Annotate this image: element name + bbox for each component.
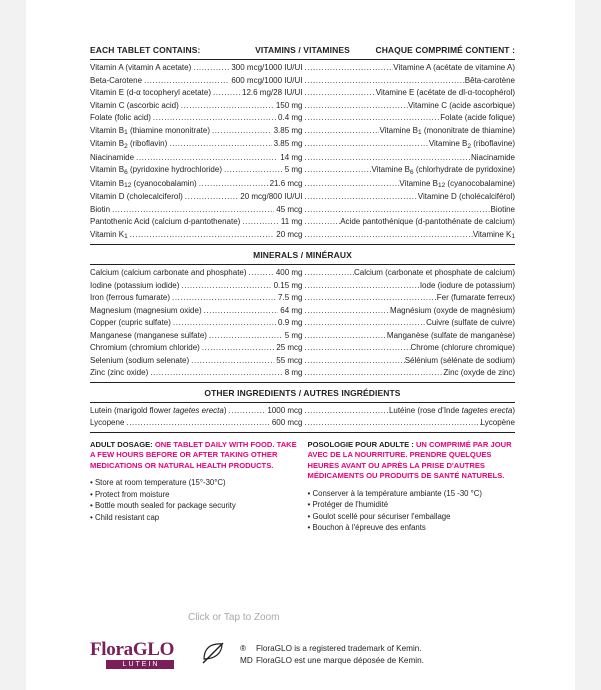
- ingredient-row: [90, 405, 515, 418]
- leader-dots: [303, 125, 380, 138]
- ingredient-amount: 12.6 mg/28 IU/UI: [242, 88, 303, 97]
- ingredient-name-fr: Biotine: [490, 204, 515, 214]
- trademark-line-2-text: FloraGLO est une marque déposée de Kemin.: [256, 655, 424, 665]
- ingredient-en: [90, 292, 303, 305]
- ingredient-name-en: Vitamin $B_2$ (riboflavin): [90, 139, 168, 150]
- ingredient-fr: [303, 216, 516, 229]
- ingredient-en: [90, 317, 303, 330]
- divider: [90, 432, 515, 433]
- leader-dots: [303, 405, 389, 418]
- ingredient-amount: 400 mg: [275, 268, 303, 277]
- bullet-icon: •: [307, 511, 311, 521]
- ingredient-en: [90, 87, 303, 100]
- ingredient-name-en: Vitamin C (ascorbic acid): [90, 100, 179, 110]
- page-edge-right: [575, 0, 601, 690]
- leader-dots: [179, 280, 271, 293]
- ingredient-amount: 45 mcg: [276, 204, 303, 214]
- leader-dots: [303, 138, 429, 151]
- leader-dots: [303, 367, 444, 380]
- ingredient-en: [90, 355, 303, 368]
- ingredient-name-fr: Vitamine $B_2$ (riboflavine): [428, 139, 515, 150]
- dosage-block: [90, 440, 515, 534]
- ingredient-name-fr: Vitamine $B_1$ (mononitrate de thiamine): [379, 125, 515, 136]
- dosage-lead-en: ADULT DOSAGE:: [90, 439, 153, 449]
- ingredient-name-en: Lycopene: [90, 418, 125, 427]
- ingredient-name-fr: Vitamine D (cholécalciférol): [417, 192, 515, 201]
- ingredient-fr: [303, 138, 516, 152]
- ingredient-name-en: Selenium (sodium selenate): [90, 355, 190, 365]
- ingredient-fr: [303, 330, 516, 343]
- ingredient-row: [90, 152, 515, 165]
- ingredient-name-en: Vitamin $B_6$ (pyridoxine hydrochloride): [90, 165, 222, 176]
- leader-dots: [148, 367, 282, 380]
- divider: [90, 264, 515, 265]
- ingredient-row: [90, 178, 515, 192]
- leader-dots: [303, 280, 420, 293]
- ingredient-row: [90, 138, 515, 152]
- trademark-text: [240, 643, 515, 667]
- leader-dots: [303, 417, 481, 430]
- ingredient-name-en: Chromium (chromium chloride): [90, 343, 200, 352]
- ingredient-row: [90, 75, 515, 88]
- ingredient-name-en: Vitamin E (d-α tocopheryl acetate): [90, 88, 211, 97]
- trademark-line-1-text: FloraGLO is a registered trademark of Kemin.: [256, 643, 422, 653]
- ingredient-row: [90, 229, 515, 243]
- minerals-rows: [90, 267, 515, 380]
- ingredient-name-en: Vitamin $B_{12}$ (cyanocobalamin): [90, 178, 197, 189]
- leader-dots: [170, 292, 276, 305]
- divider: [90, 382, 515, 383]
- leader-dots: [211, 87, 240, 100]
- ingredient-fr: [303, 125, 516, 139]
- ingredient-name-fr: Niacinamide: [470, 152, 515, 162]
- leader-dots: [303, 204, 491, 217]
- ingredient-name-fr: Acide pantothénique (d-pantothénate de calcium): [340, 217, 515, 226]
- leader-dots: [303, 191, 418, 204]
- ingredient-row: [90, 125, 515, 139]
- trademark-line-1: [240, 643, 515, 655]
- ingredient-amount: 600 mcg/1000 IU/UI: [231, 75, 303, 85]
- leader-dots: [303, 112, 441, 125]
- leader-dots: [171, 317, 276, 330]
- ingredient-en: [90, 367, 303, 380]
- ingredient-en: [90, 204, 303, 217]
- leader-dots: [210, 125, 272, 138]
- ingredient-amount: 0.15 mg: [273, 280, 303, 290]
- ingredient-amount: 3.85 mg: [273, 139, 303, 148]
- page-edge-left: [0, 0, 26, 690]
- ingredient-name-en: Pantothenic Acid (calcium d-pantothenate): [90, 217, 241, 226]
- leader-dots: [202, 305, 279, 318]
- ingredient-name-en: Vitamin $B_1$ (thiamine mononitrate): [90, 125, 210, 136]
- ingredient-en: [90, 305, 303, 318]
- ingredient-row: [90, 62, 515, 75]
- ingredient-name-fr: Vitamine A (acétate de vitamine A): [393, 63, 515, 72]
- ingredient-name-en: Vitamin D (cholecalciferol): [90, 192, 183, 201]
- ingredient-name-fr: Folate (acide folique): [440, 113, 515, 122]
- ingredient-name-fr: Magnésium (oxyde de magnésium): [390, 305, 515, 315]
- ingredient-name-fr: Chrome (chlorure chromique): [410, 343, 515, 352]
- ingredient-fr: [303, 417, 516, 430]
- ingredient-en: [90, 62, 303, 75]
- dosage-bullet: • Protéger de l'humidité: [307, 500, 389, 509]
- vitamins-rows: [90, 62, 515, 242]
- ingredient-name-fr: Zinc (oxyde de zinc): [443, 368, 515, 377]
- ingredient-amount: 5 mg: [284, 330, 303, 340]
- dosage-french: [308, 440, 516, 534]
- zoom-watermark-text: Click or Tap to Zoom: [188, 612, 280, 623]
- ingredient-amount: 5 mg: [284, 165, 303, 174]
- leader-dots: [151, 112, 276, 125]
- leader-dots: [247, 267, 274, 280]
- ingredient-amount: 8 mg: [284, 368, 303, 377]
- dosage-text-en: ONE TABLET DAILY WITH FOOD. TAKE A FEW HOURS BEFORE OR AFTER TAKING OTHER MEDICATIONS OR NATURAL HEALTH PRODUCTS.: [90, 439, 297, 470]
- ingredient-fr: [303, 204, 516, 217]
- bullet-icon: •: [90, 501, 93, 510]
- ingredient-en: [90, 330, 303, 343]
- ingredient-fr: [303, 229, 516, 243]
- ingredient-fr: [303, 317, 516, 330]
- bullet-icon: •: [90, 478, 93, 487]
- leader-dots: [128, 229, 275, 242]
- leader-dots: [303, 178, 400, 191]
- ingredient-en: [90, 417, 303, 430]
- supplement-facts-panel: [90, 45, 515, 534]
- leader-dots: [200, 342, 274, 355]
- ingredient-en: [90, 164, 303, 178]
- ingredient-row: [90, 417, 515, 430]
- ingredient-row: [90, 342, 515, 355]
- ingredient-name-en: Vitamin $K_1$: [90, 229, 128, 240]
- header-right-label: CHAQUE COMPRIMÉ CONTIENT :: [375, 45, 515, 55]
- ingredient-fr: [303, 367, 516, 380]
- floraglo-logo: [90, 640, 240, 669]
- trademark-line-2: [240, 655, 515, 667]
- ingredient-amount: 21.6 mcg: [269, 178, 303, 188]
- ingredient-row: [90, 330, 515, 343]
- ingredient-fr: [303, 405, 516, 418]
- ingredient-amount: 600 mcg: [271, 418, 303, 427]
- bullet-icon: •: [90, 512, 93, 522]
- ingredient-name-en: Lutein (marigold flower tagetes erecta): [90, 405, 227, 415]
- dosage-headline-fr: [308, 440, 516, 482]
- ingredient-amount: 20 mcg/800 IU/UI: [240, 192, 303, 201]
- ingredient-amount: 11 mg: [280, 217, 303, 226]
- ingredient-name-en: Calcium (calcium carbonate and phosphate): [90, 268, 247, 277]
- footer: [90, 640, 515, 669]
- ingredient-fr: [303, 305, 516, 318]
- ingredient-row: [90, 164, 515, 178]
- ingredient-fr: [303, 87, 516, 100]
- leaf-icon: [200, 640, 226, 666]
- minerals-section-title: MINERALS / MINÉRAUX: [253, 250, 352, 260]
- leader-dots: [303, 62, 394, 75]
- ingredient-amount: 150 mg: [275, 100, 303, 110]
- dosage-bullets-fr: [308, 488, 516, 534]
- ingredient-row: [90, 267, 515, 280]
- bullet-icon: •: [90, 489, 93, 499]
- dosage-bullet: • Goulot scellé pour sécuriser l'emballage: [307, 511, 451, 521]
- other-ingredients-rows: [90, 405, 515, 430]
- ingredient-amount: 55 mcg: [276, 355, 303, 365]
- leader-dots: [207, 330, 283, 343]
- ingredient-amount: 3.85 mg: [273, 125, 303, 135]
- panel-header: [90, 45, 515, 57]
- divider: [90, 244, 515, 245]
- dosage-english: [90, 440, 298, 534]
- dosage-bullet: • Protect from moisture: [90, 489, 170, 499]
- ingredient-name-fr: Lutéine (rose d'Inde tagetes erecta): [388, 405, 515, 415]
- ingredient-row: [90, 216, 515, 229]
- leader-dots: [303, 229, 473, 242]
- ingredient-name-en: Beta-Carotene: [90, 75, 143, 85]
- leader-dots: [227, 405, 266, 418]
- ingredient-en: [90, 280, 303, 293]
- marque-deposee-prefix: MD: [240, 655, 253, 665]
- ingredient-en: [90, 152, 303, 165]
- leader-dots: [222, 164, 283, 177]
- ingredient-amount: 0.4 mg: [278, 113, 303, 122]
- ingredient-name-fr: Bêta-carotène: [464, 75, 515, 85]
- ingredient-row: [90, 367, 515, 380]
- ingredient-name-en: Biotin: [90, 204, 111, 214]
- leader-dots: [197, 178, 268, 191]
- ingredient-en: [90, 342, 303, 355]
- ingredient-row: [90, 204, 515, 217]
- ingredient-name-fr: Iode (iodure de potassium): [419, 280, 515, 290]
- leader-dots: [303, 355, 405, 368]
- leader-dots: [167, 138, 271, 151]
- bullet-icon: •: [307, 500, 311, 509]
- ingredient-fr: [303, 62, 516, 75]
- ingredient-row: [90, 112, 515, 125]
- leader-dots: [142, 75, 229, 88]
- dosage-bullet: • Child resistant cap: [90, 512, 160, 522]
- leader-dots: [303, 87, 376, 100]
- lutein-bar: LUTEIN: [106, 660, 174, 669]
- ingredient-en: [90, 216, 303, 229]
- leader-dots: [303, 267, 355, 280]
- ingredient-en: [90, 178, 303, 192]
- ingredient-row: [90, 305, 515, 318]
- ingredient-en: [90, 191, 303, 204]
- ingredient-row: [90, 280, 515, 293]
- divider: [90, 59, 515, 60]
- leader-dots: [303, 292, 437, 305]
- floraglo-wordmark: FloraGLO: [90, 639, 175, 660]
- ingredient-amount: 1000 mcg: [267, 405, 303, 415]
- ingredient-fr: [303, 112, 516, 125]
- ingredient-en: [90, 112, 303, 125]
- leader-dots: [134, 152, 278, 165]
- leader-dots: [303, 330, 387, 343]
- dosage-bullet: • Bottle mouth sealed for package security: [90, 501, 236, 510]
- other-ingredients-section-title: OTHER INGREDIENTS / AUTRES INGRÉDIENTS: [204, 387, 401, 398]
- ingredient-fr: [303, 355, 516, 368]
- ingredient-name-fr: Calcium (carbonate et phosphate de calcium): [354, 268, 515, 277]
- ingredient-row: [90, 355, 515, 368]
- ingredient-fr: [303, 164, 516, 178]
- ingredient-name-en: Manganese (manganese sulfate): [90, 330, 207, 340]
- leader-dots: [303, 164, 372, 177]
- ingredient-amount: 64 mg: [280, 305, 303, 315]
- ingredient-row: [90, 292, 515, 305]
- ingredient-row: [90, 191, 515, 204]
- ingredient-fr: [303, 267, 516, 280]
- registered-mark-prefix: ®: [240, 643, 247, 653]
- ingredient-name-en: Iodine (potassium iodide): [90, 280, 180, 290]
- leader-dots: [191, 62, 229, 75]
- ingredient-amount: 25 mcg: [276, 343, 303, 352]
- leader-dots: [124, 417, 269, 430]
- ingredient-name-fr: Vitamine C (acide ascorbique): [407, 100, 515, 110]
- ingredient-en: [90, 229, 303, 243]
- bullet-icon: •: [307, 488, 311, 498]
- leader-dots: [303, 317, 427, 330]
- ingredient-fr: [303, 75, 516, 88]
- ingredient-row: [90, 87, 515, 100]
- ingredient-name-fr: Vitamine $B_{12}$ (cyanocobalamine): [399, 178, 515, 189]
- ingredient-name-en: Iron (ferrous fumarate): [90, 293, 171, 302]
- ingredient-name-fr: Cuivre (sulfate de cuivre): [426, 318, 515, 327]
- leader-dots: [179, 100, 274, 113]
- divider: [90, 402, 515, 403]
- ingredient-name-en: Copper (cupric sulfate): [90, 318, 171, 327]
- ingredient-en: [90, 75, 303, 88]
- leader-dots: [303, 100, 408, 113]
- leader-dots: [303, 216, 341, 229]
- leader-dots: [240, 216, 279, 229]
- leader-dots: [183, 191, 238, 204]
- ingredient-fr: [303, 342, 516, 355]
- header-center-label: VITAMINS / VITAMINES: [255, 45, 350, 55]
- ingredient-en: [90, 267, 303, 280]
- ingredient-fr: [303, 100, 516, 113]
- leader-dots: [303, 152, 471, 165]
- ingredient-amount: 20 mcg: [276, 229, 303, 239]
- leader-dots: [303, 75, 465, 88]
- bullet-icon: •: [307, 523, 311, 532]
- ingredient-name-en: Vitamin A (vitamin A acetate): [90, 63, 192, 72]
- ingredient-fr: [303, 178, 516, 192]
- dosage-bullet: • Bouchon à l'épreuve des enfants: [307, 523, 426, 532]
- dosage-text-fr: UN COMPRIMÉ PAR JOUR AVEC DE LA NOURRITURE. PRENDRE QUELQUES HEURES AVANT OU APRÈS LA PRISE D'AUTRES MÉDICAMENTS OU PRODUITS DE SANTÉ NATURELS.: [307, 439, 512, 480]
- dosage-headline-en: [90, 440, 298, 472]
- leader-dots: [303, 342, 411, 355]
- ingredient-amount: 7.5 mg: [278, 293, 303, 302]
- ingredient-name-fr: Lycopène: [480, 418, 515, 427]
- ingredient-fr: [303, 191, 516, 204]
- ingredient-row: [90, 100, 515, 113]
- ingredient-fr: [303, 152, 516, 165]
- ingredient-en: [90, 100, 303, 113]
- dosage-bullet: • Store at room temperature (15°-30°C): [90, 478, 226, 487]
- ingredient-amount: 0.9 mg: [278, 318, 303, 327]
- ingredient-en: [90, 125, 303, 139]
- ingredient-name-fr: Manganèse (sulfate de manganèse): [386, 330, 515, 340]
- dosage-bullets-en: [90, 477, 298, 523]
- ingredient-fr: [303, 280, 516, 293]
- ingredient-row: [90, 317, 515, 330]
- ingredient-name-fr: Vitamine $K_1$: [472, 229, 515, 240]
- ingredient-name-en: Niacinamide: [90, 152, 135, 162]
- leader-dots: [189, 355, 274, 368]
- ingredient-amount: 14 mg: [280, 152, 303, 162]
- dosage-bullet: • Conserver à la température ambiante (15 -30 °C): [307, 488, 483, 498]
- ingredient-name-en: Zinc (zinc oxide): [90, 368, 149, 377]
- ingredient-name-fr: Fer (fumarate ferreux): [436, 293, 515, 302]
- ingredient-amount: 300 mcg/1000 IU/UI: [231, 63, 303, 72]
- ingredient-name-en: Folate (folic acid): [90, 113, 151, 122]
- leader-dots: [303, 305, 391, 318]
- leader-dots: [110, 204, 274, 217]
- ingredient-en: [90, 138, 303, 152]
- ingredient-fr: [303, 292, 516, 305]
- header-left-label: EACH TABLET CONTAINS:: [90, 45, 201, 55]
- zoom-watermark: [188, 612, 280, 623]
- ingredient-en: [90, 405, 303, 418]
- ingredient-name-fr: Vitamine $B_6$ (chlorhydrate de pyridoxine): [371, 165, 515, 176]
- ingredient-name-fr: Sélénium (sélénate de sodium): [404, 355, 515, 365]
- ingredient-name-en: Magnesium (magnesium oxide): [90, 305, 202, 315]
- ingredient-name-fr: Vitamine E (acétate de dl-α-tocophérol): [375, 88, 515, 97]
- dosage-lead-fr: POSOLOGIE POUR ADULTE :: [307, 439, 414, 449]
